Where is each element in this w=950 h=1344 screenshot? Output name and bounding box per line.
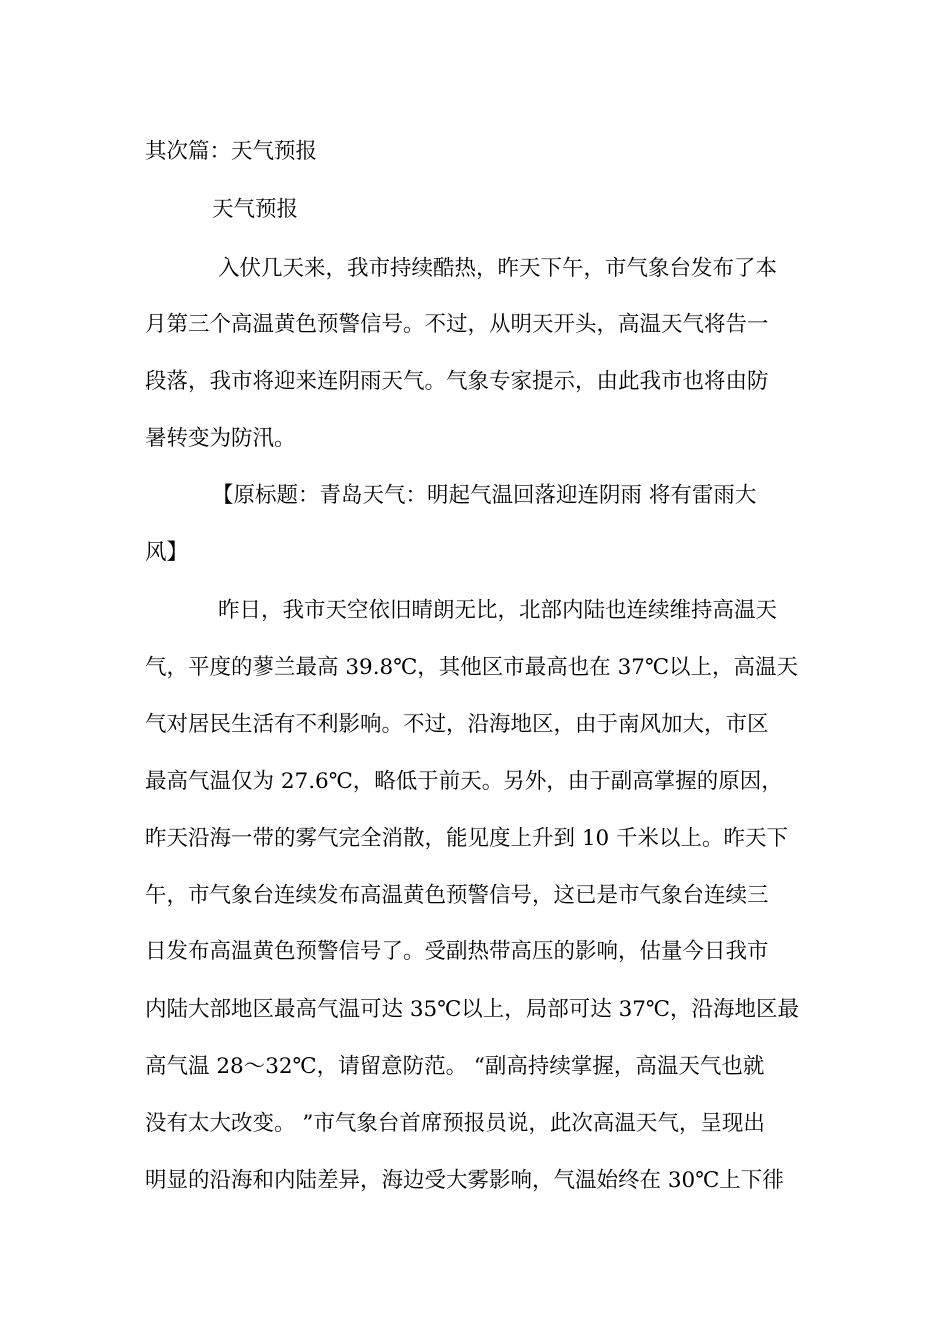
paragraph-line: 昨日，我市天空依旧晴朗无比，北部内陆也连续维持高温天 <box>218 598 778 623</box>
paragraph-line: 暑转变为防汛。 <box>145 426 296 451</box>
paragraph-line: 没有太大改变。 ”市气象台首席预报员说，此次高温天气，呈现出 <box>145 1111 765 1136</box>
paragraph-line: 气，平度的蓼兰最高 39.8℃，其他区市最高也在 37℃以上，高温天 <box>145 655 799 680</box>
original-title-line: 风】 <box>145 540 189 565</box>
document-heading: 其次篇：天气预报 <box>145 139 318 164</box>
paragraph-line: 午，市气象台连续发布高温黄色预警信号，这已是市气象台连续三 <box>145 883 769 908</box>
paragraph-line: 段落，我市将迎来连阴雨天气。气象专家提示，由此我市也将由防 <box>145 369 769 394</box>
original-title-line: 【原标题：青岛天气：明起气温回落迎连阴雨 将有雷雨大 <box>212 483 757 508</box>
paragraph-line: 月第三个高温黄色预警信号。不过，从明天开头，高温天气将告一 <box>145 312 769 337</box>
paragraph-line: 高气温 28～32℃，请留意防范。 “副高持续掌握，高温天气也就 <box>145 1054 765 1079</box>
paragraph-line: 内陆大部地区最高气温可达 35℃以上，局部可达 37℃，沿海地区最 <box>145 997 799 1022</box>
paragraph-line: 明显的沿海和内陆差异，海边受大雾影响，气温始终在 30℃上下徘 <box>145 1168 784 1193</box>
paragraph-line: 日发布高温黄色预警信号了。受副热带高压的影响，估量今日我市 <box>145 939 769 964</box>
paragraph-line: 入伏几天来，我市持续酷热，昨天下午，市气象台发布了本 <box>218 256 778 281</box>
document-subtitle: 天气预报 <box>212 197 299 222</box>
paragraph-line: 气对居民生活有不利影响。不过，沿海地区，由于南风加大，市区 <box>145 712 769 737</box>
paragraph-line: 最高气温仅为 27.6℃，略低于前天。另外，由于副高掌握的原因， <box>145 769 783 794</box>
paragraph-line: 昨天沿海一带的雾气完全消散，能见度上升到 10 千米以上。昨天下 <box>145 826 789 851</box>
